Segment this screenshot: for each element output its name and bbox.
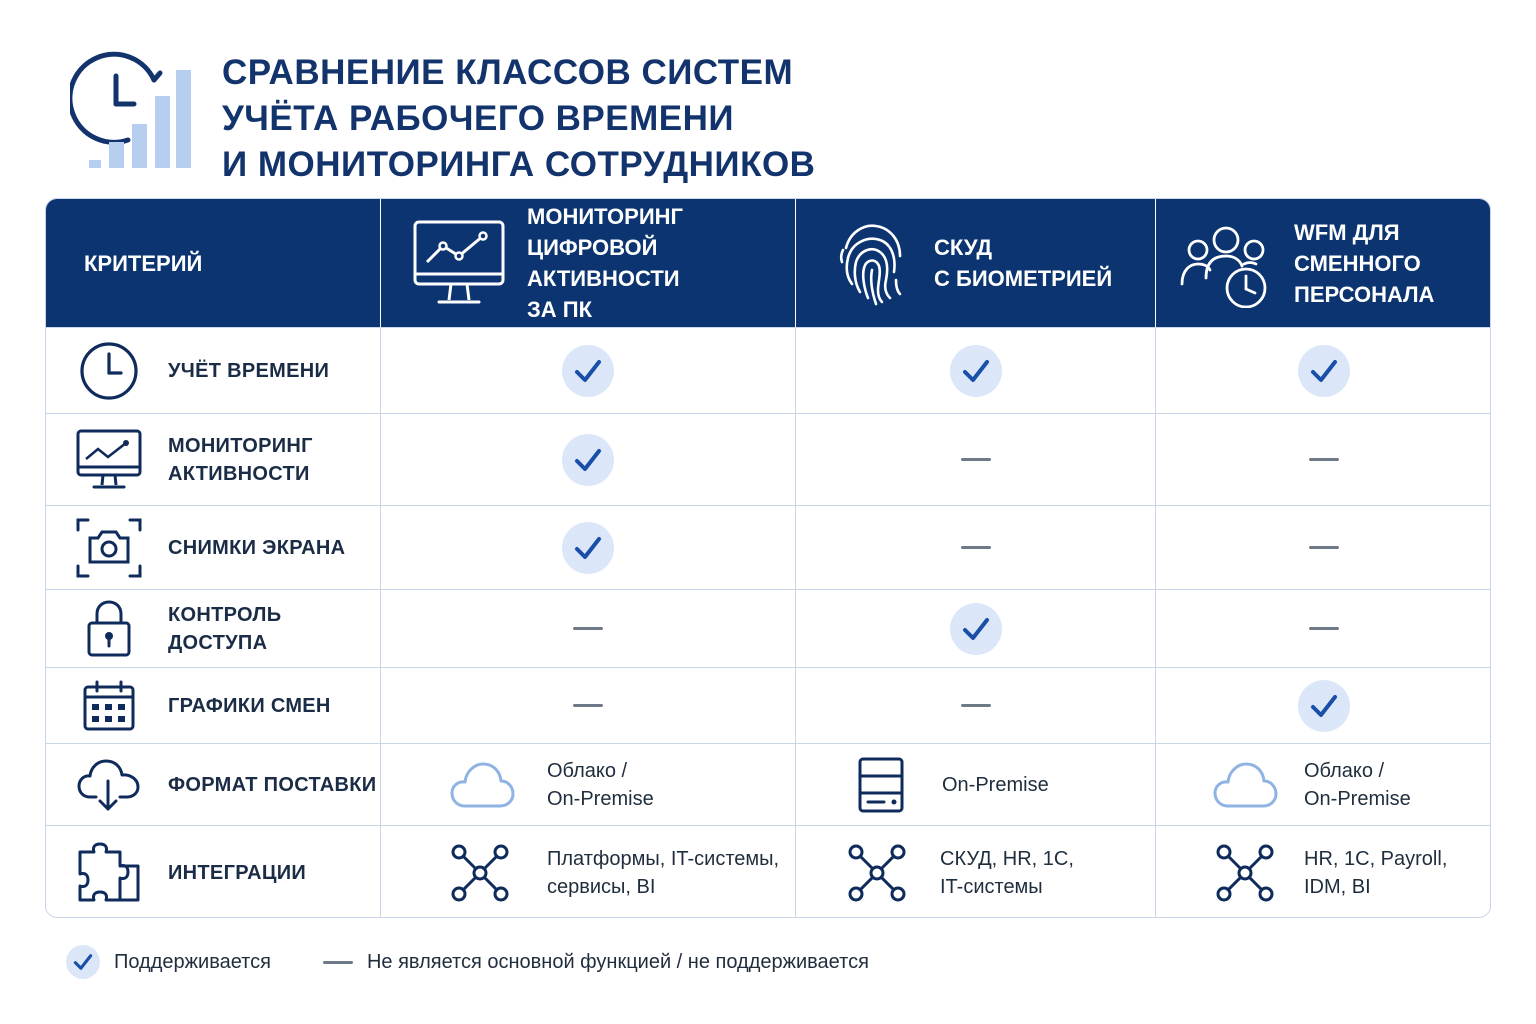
- criterion-label: КОНТРОЛЬ ДОСТУПА: [168, 603, 282, 654]
- title-line-3: И МОНИТОРИНГА СОТРУДНИКОВ: [222, 145, 816, 184]
- table-row: [46, 327, 1491, 413]
- value-cell: [1155, 826, 1491, 918]
- value-cell: [380, 590, 795, 667]
- dash-icon: [1309, 458, 1339, 461]
- table-row: [46, 505, 1491, 589]
- value-cell: [795, 328, 1155, 413]
- table-row: [46, 667, 1491, 743]
- check-icon: [950, 603, 1002, 655]
- value-cell: [380, 826, 795, 918]
- value-cell: [380, 744, 795, 825]
- value-cell: [795, 744, 1155, 825]
- criterion-cell: [46, 414, 380, 505]
- header-column-monitoring: [380, 199, 795, 327]
- criterion-label: УЧЁТ ВРЕМЕНИ: [168, 359, 330, 382]
- value-cell: [1155, 590, 1491, 667]
- puzzle-icon: [74, 838, 144, 908]
- value-cell: [380, 414, 795, 505]
- criterion-label: ИНТЕГРАЦИИ: [168, 861, 307, 884]
- criterion-label: СНИМКИ ЭКРАНА: [168, 536, 346, 559]
- criterion-label: ГРАФИКИ СМЕН: [168, 694, 331, 717]
- value-cell: [1155, 668, 1491, 743]
- value-cell: [1155, 744, 1491, 825]
- dash-icon: [323, 961, 353, 964]
- criterion-cell: [46, 826, 380, 918]
- dash-icon: [1309, 627, 1339, 630]
- value-cell: [380, 668, 795, 743]
- title-line-1: СРАВНЕНИЕ КЛАССОВ СИСТЕМ: [222, 53, 794, 92]
- check-icon: [66, 945, 100, 979]
- table-row: [46, 825, 1491, 918]
- header-column-skud: [795, 199, 1155, 327]
- dash-icon: [573, 627, 603, 630]
- value-text: Облако / On-Premise: [547, 759, 654, 810]
- network-icon: [449, 844, 511, 902]
- value-cell: [1155, 328, 1491, 413]
- page-title: [222, 50, 842, 188]
- value-cell: [795, 414, 1155, 505]
- value-text: HR, 1С, Payroll, IDM, BI: [1304, 847, 1448, 898]
- value-cell: [1155, 414, 1491, 505]
- value-cell: [380, 328, 795, 413]
- legend-supported-label: Поддерживается: [114, 950, 271, 973]
- page-header: [70, 46, 830, 186]
- value-text: Облако / On-Premise: [1304, 759, 1411, 810]
- value-text: On-Premise: [942, 773, 1049, 796]
- check-icon: [562, 345, 614, 397]
- table-row: [46, 413, 1491, 505]
- check-icon: [562, 522, 614, 574]
- value-cell: [795, 668, 1155, 743]
- criterion-cell: [46, 668, 380, 743]
- value-text: Платформы, IT-системы, сервисы, BI: [547, 847, 780, 898]
- check-icon: [1298, 680, 1350, 732]
- fingerprint-icon: [836, 218, 906, 308]
- check-icon: [562, 434, 614, 486]
- network-icon: [846, 844, 908, 902]
- value-cell: [380, 506, 795, 589]
- value-text: СКУД, HR, 1С, IT-системы: [940, 847, 1074, 898]
- criterion-cell: [46, 590, 380, 667]
- value-cell: [795, 590, 1155, 667]
- dash-icon: [961, 704, 991, 707]
- dash-icon: [961, 458, 991, 461]
- check-icon: [1298, 345, 1350, 397]
- value-cell: [1155, 506, 1491, 589]
- header-column-wfm: [1155, 199, 1491, 327]
- criterion-cell: [46, 744, 380, 825]
- criterion-cell: [46, 506, 380, 589]
- clock-icon: [74, 336, 144, 406]
- table-row: [46, 743, 1491, 825]
- people-clock-icon: [1180, 218, 1280, 308]
- title-line-2: УЧЁТА РАБОЧЕГО ВРЕМЕНИ: [222, 99, 735, 138]
- clock-chart-icon: [70, 46, 200, 176]
- calendar-icon: [74, 671, 144, 741]
- dash-icon: [573, 704, 603, 707]
- server-icon: [856, 756, 906, 814]
- header-column-monitoring-label: МОНИТОРИНГ ЦИФРОВОЙ АКТИВНОСТИ ЗА ПК: [527, 204, 683, 322]
- cloud-download-icon: [74, 750, 144, 820]
- network-icon: [1214, 844, 1276, 902]
- comparison-table: [45, 198, 1491, 918]
- dash-icon: [1309, 546, 1339, 549]
- legend-not-supported-label: Не является основной функцией / не поддерживается: [366, 950, 869, 973]
- lock-icon: [74, 594, 144, 664]
- criterion-label: МОНИТОРИНГ АКТИВНОСТИ: [168, 434, 313, 485]
- legend: [66, 942, 966, 982]
- cloud-icon: [449, 760, 515, 810]
- cloud-icon: [1212, 760, 1278, 810]
- header-column-skud-label: СКУД С БИОМЕТРИЕЙ: [934, 235, 1113, 291]
- criterion-label: ФОРМАТ ПОСТАВКИ: [168, 773, 377, 796]
- monitor-chart-icon: [411, 218, 507, 308]
- header-criterion: [46, 199, 380, 327]
- monitor-chart-icon: [74, 425, 144, 495]
- value-cell: [795, 826, 1155, 918]
- value-cell: [795, 506, 1155, 589]
- header-column-wfm-label: WFM ДЛЯ СМЕННОГО ПЕРСОНАЛА: [1294, 219, 1435, 307]
- dash-icon: [961, 546, 991, 549]
- check-icon: [950, 345, 1002, 397]
- header-criterion-label: КРИТЕРИЙ: [84, 250, 203, 276]
- table-row: [46, 589, 1491, 667]
- criterion-cell: [46, 328, 380, 413]
- table-header: [46, 199, 1491, 327]
- camera-icon: [74, 513, 144, 583]
